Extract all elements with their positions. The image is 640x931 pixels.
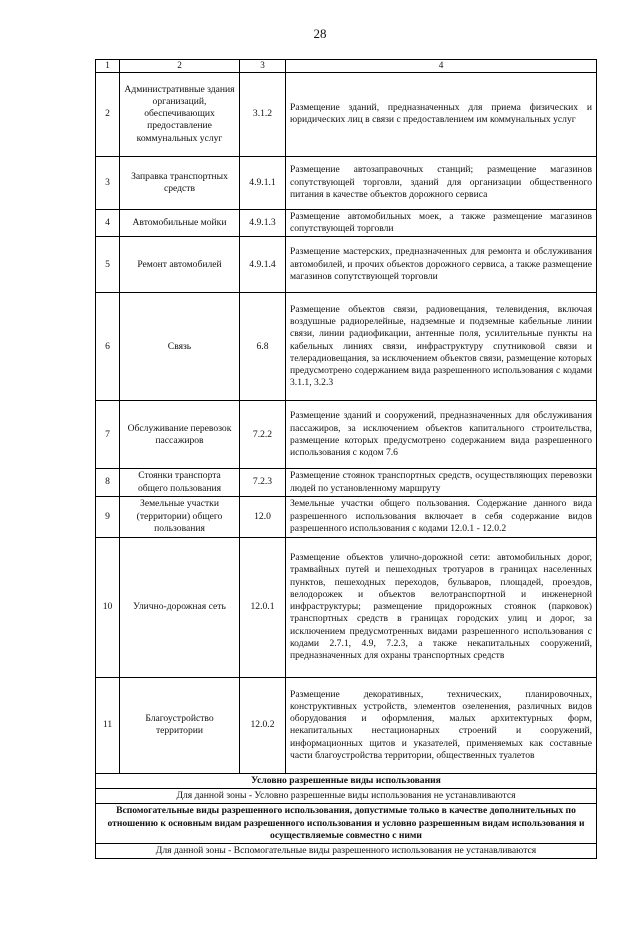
table-row [96,72,597,156]
table-row [96,401,597,469]
row-number: 6 [96,293,120,401]
row-number: 7 [96,401,120,469]
table-row [96,469,597,497]
use-type-code: 12.0.1 [240,537,286,677]
table-row [96,496,597,537]
row-number: 4 [96,209,120,237]
table-row [96,537,597,677]
row-number: 9 [96,496,120,537]
use-type-description: Размещение объектов улично-дорожной сети: автомобильных дорог, трамвайных путей и пешеходных тротуаров в границах населенных пунктов, пешеходных переходов, бульваров, площадей, проездов, велодорожек и объектов велотранспортной и инженерной инфраструктуры; размещение придорожных стоянок (парковок) транспортных средств в границах городских улиц и дорог, за исключением предусмотренных видами разрешенного использования с кодами 2.7.1, 4.9, 7.2.3, а также некапитальных сооружений, предназначенных для охраны транспортных средств [286,537,597,677]
use-type-description: Размещение зданий и сооружений, предназначенных для обслуживания пассажиров, за исключением объектов капитального строительства, размещение которых предусмотрено содержанием вида разрешенного использования с кодом 7.6 [286,401,597,469]
page-number: 28 [313,26,327,41]
use-type-name: Связь [120,293,240,401]
use-type-name: Ремонт автомобилей [120,237,240,293]
row-number: 11 [96,677,120,773]
use-type-code: 7.2.3 [240,469,286,497]
conditional-uses-heading: Условно разрешенные виды использования [96,773,597,788]
table-row [96,293,597,401]
use-type-name: Земельные участки (территории) общего пользования [120,496,240,537]
use-type-code: 4.9.1.1 [240,156,286,209]
use-type-code: 12.0.2 [240,677,286,773]
use-type-code: 6.8 [240,293,286,401]
use-type-name: Административные здания организаций, обеспечивающих предоставление коммунальных услуг [120,72,240,156]
row-number: 10 [96,537,120,677]
use-type-description: Размещение объектов связи, радиовещания, телевидения, включая воздушные радиорелейные, надземные и подземные кабельные линии связи, линии радиофикации, антенные поля, усилительные пункты на кабельных линиях связи, инфраструктуру спутниковой связи и телерадиовещания, за исключением объектов связи, размещение которых предусмотрено содержанием вида разрешенного использования с кодами 3.1.1, 3.2.3 [286,293,597,401]
auxiliary-uses-note: Для данной зоны - Вспомогательные виды разрешенного использования не устанавливаются [96,844,597,859]
conditional-heading-row [96,773,597,788]
use-type-description: Размещение зданий, предназначенных для приема физических и юридических лиц в связи с предоставлением им коммунальных услуг [286,72,597,156]
use-type-description: Размещение мастерских, предназначенных для ремонта и обслуживания автомобилей, и прочих объектов дорожного сервиса, а также размещение магазинов сопутствующей торговли [286,237,597,293]
column-header: 3 [240,60,286,73]
use-type-code: 3.1.2 [240,72,286,156]
table-row [96,237,597,293]
column-header: 4 [286,60,597,73]
use-type-name: Благоустройство территории [120,677,240,773]
use-type-code: 4.9.1.3 [240,209,286,237]
use-type-name: Стоянки транспорта общего пользования [120,469,240,497]
conditional-note-row [96,789,597,804]
table-header-row [96,60,597,73]
table-row [96,677,597,773]
table-row [96,156,597,209]
use-type-name: Обслуживание перевозок пассажиров [120,401,240,469]
use-type-description: Размещение декоративных, технических, планировочных, конструктивных устройств, элементов озеленения, различных видов оборудования и оформления, малых архитектурных форм, некапитальных нестационарных строений и сооружений, информационных щитов и указателей, применяемых как составные части благоустройства территории, общественных туалетов [286,677,597,773]
table-row [96,209,597,237]
conditional-uses-note: Для данной зоны - Условно разрешенные виды использования не устанавливаются [96,789,597,804]
land-use-table [95,59,597,859]
column-header: 2 [120,60,240,73]
use-type-name: Заправка транспортных средств [120,156,240,209]
use-type-name: Улично-дорожная сеть [120,537,240,677]
use-type-code: 12.0 [240,496,286,537]
use-type-description: Размещение автозаправочных станций; размещение магазинов сопутствующей торговли, зданий для организации общественного питания в качестве объектов дорожного сервиса [286,156,597,209]
use-type-description: Размещение стоянок транспортных средств, осуществляющих перевозки людей по установленному маршруту [286,469,597,497]
use-type-description: Размещение автомобильных моек, а также размещение магазинов сопутствующей торговли [286,209,597,237]
row-number: 8 [96,469,120,497]
use-type-name: Автомобильные мойки [120,209,240,237]
auxiliary-uses-heading: Вспомогательные виды разрешенного использования, допустимые только в качестве дополнительных по отношению к основным видам разрешенного использования и условно разрешенным видам использования и осуществляемые совместно с ними [96,804,597,844]
row-number: 5 [96,237,120,293]
use-type-code: 7.2.2 [240,401,286,469]
use-type-description: Земельные участки общего пользования. Содержание данного вида разрешенного использования включает в себя содержание видов разрешенного использования с кодами 12.0.1 - 12.0.2 [286,496,597,537]
auxiliary-note-row [96,844,597,859]
row-number: 3 [96,156,120,209]
use-type-code: 4.9.1.4 [240,237,286,293]
auxiliary-heading-row [96,804,597,844]
row-number: 2 [96,72,120,156]
column-header: 1 [96,60,120,73]
